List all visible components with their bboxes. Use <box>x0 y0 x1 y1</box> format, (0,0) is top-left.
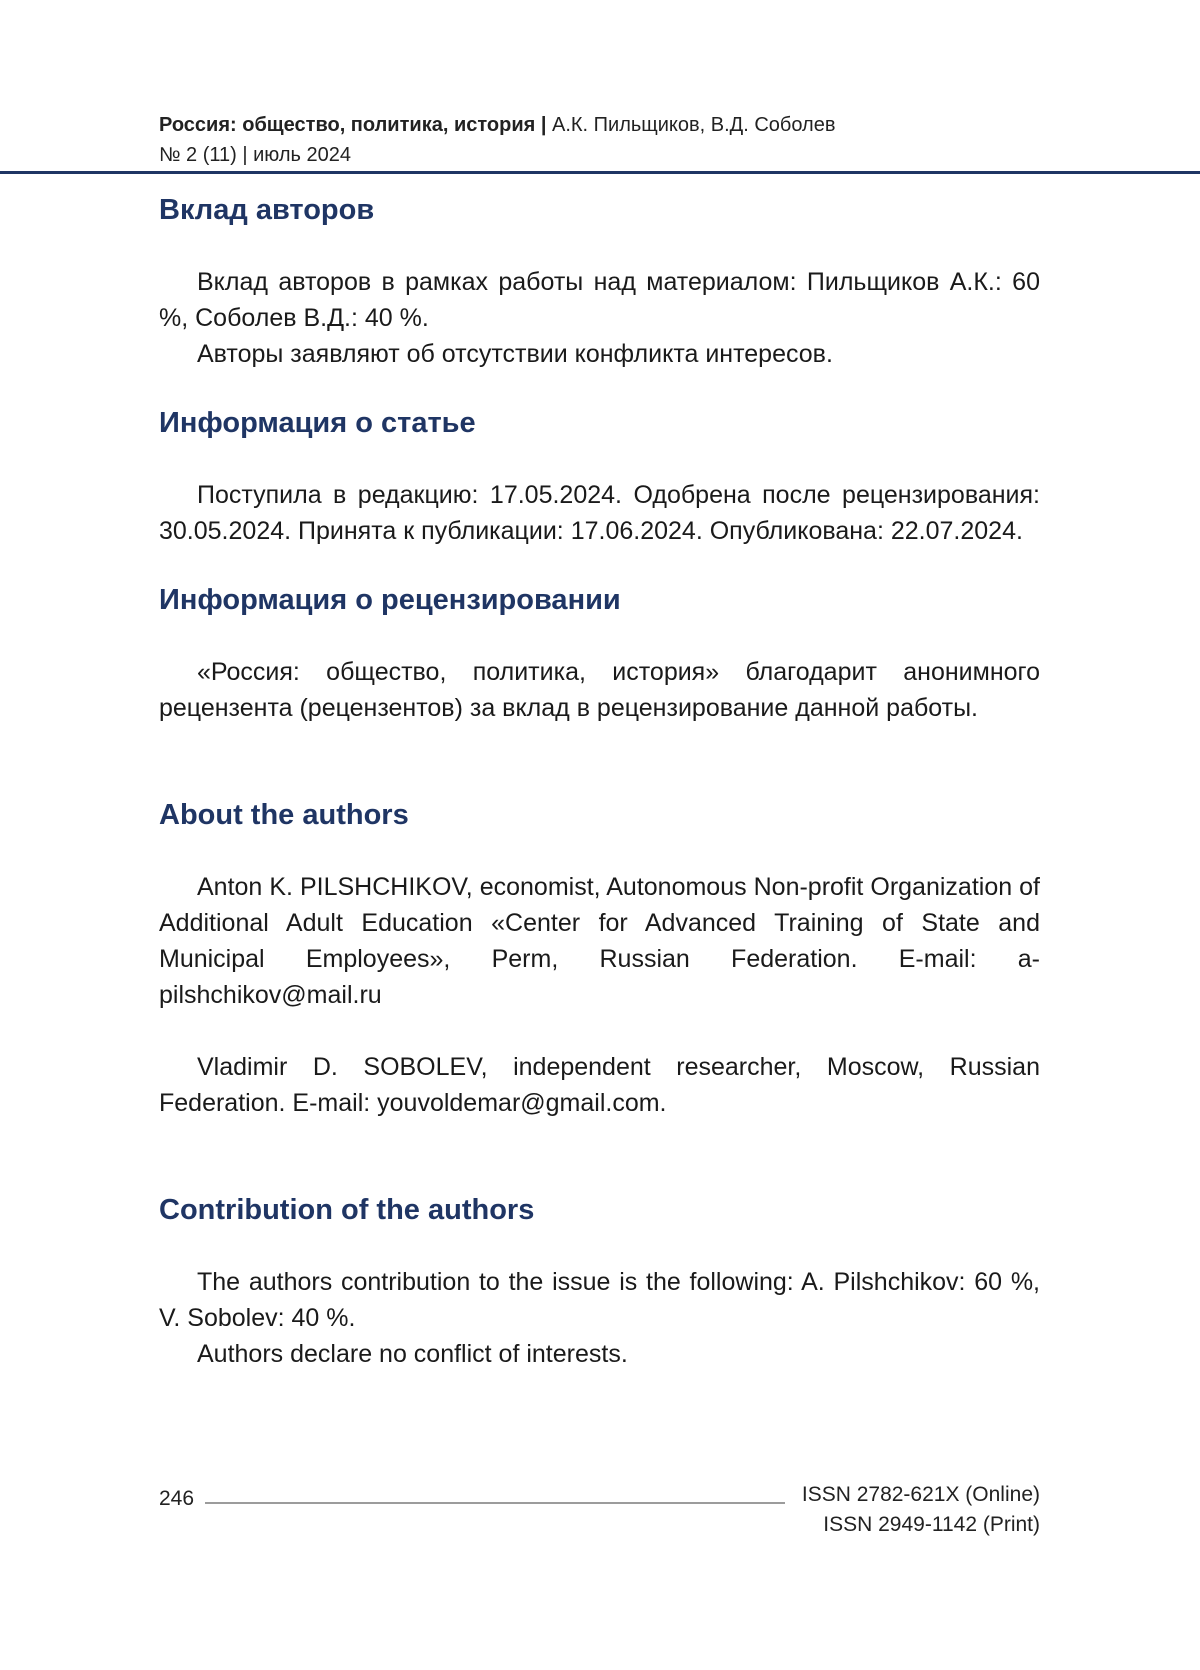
section-title: About the authors <box>159 799 409 831</box>
section-contribution-en <box>159 1190 1040 1372</box>
issue-info: № 2 (11) | июль 2024 <box>159 144 351 166</box>
paragraph: «Россия: общество, политика, история» благодарит анонимного рецензента (рецензентов) за вклад в рецензирование данной работы. <box>159 658 1040 722</box>
section-title: Информация о рецензировании <box>159 584 621 616</box>
issn-block <box>802 1480 1040 1540</box>
paragraph-author-1: Anton K. PILSHCHIKOV, economist, Autonomous Non-profit Organization of Additional Adult Education «Center for Advanced Training of State and Municipal Employees», Perm, Russian Federation. E-mail: a-pilshchikov@mail.ru <box>159 873 1040 1009</box>
page-number: 246 <box>159 1487 195 1510</box>
journal-title: Россия: общество, политика, история | <box>159 114 547 136</box>
header-authors: А.К. Пильщиков, В.Д. Соболев <box>546 114 836 136</box>
page-body <box>159 190 1040 1372</box>
issn-online: ISSN 2782-621X (Online) <box>801 1483 1040 1506</box>
section-title: Вклад авторов <box>159 194 375 226</box>
page-footer <box>159 1480 1040 1540</box>
issn-print: ISSN 2949-1142 (Print) <box>823 1513 1040 1536</box>
section-about-authors <box>159 795 1040 1121</box>
paragraph: Authors declare no conflict of interests. <box>197 1340 628 1368</box>
section-review-info-ru <box>159 580 1040 726</box>
header-line-1 <box>159 110 835 140</box>
running-header <box>159 110 835 170</box>
paragraph: The authors contribution to the issue is the following: A. Pilshchikov: 60 %, V. Sobolev: 40 %. <box>159 1268 1040 1332</box>
section-title: Информация о статье <box>159 407 476 439</box>
paragraph: Авторы заявляют об отсутствии конфликта интересов. <box>197 340 833 368</box>
footer-divider <box>205 1502 785 1504</box>
paragraph: Поступила в редакцию: 17.05.2024. Одобрена после рецензирования: 30.05.2024. Принята к публикации: 17.06.2024. Опубликована: 22.07.2024. <box>159 481 1040 545</box>
paragraph-author-2: Vladimir D. SOBOLEV, independent researcher, Moscow, Russian Federation. E-mail: youvoldemar@gmail.com. <box>159 1053 1040 1117</box>
paragraph: Вклад авторов в рамках работы над материалом: Пильщиков А.К.: 60 %, Соболев В.Д.: 40 %. <box>159 268 1040 332</box>
header-divider <box>0 171 1200 174</box>
section-title: Contribution of the authors <box>159 1194 535 1226</box>
section-contribution-ru <box>159 190 1040 372</box>
section-article-info-ru <box>159 403 1040 549</box>
